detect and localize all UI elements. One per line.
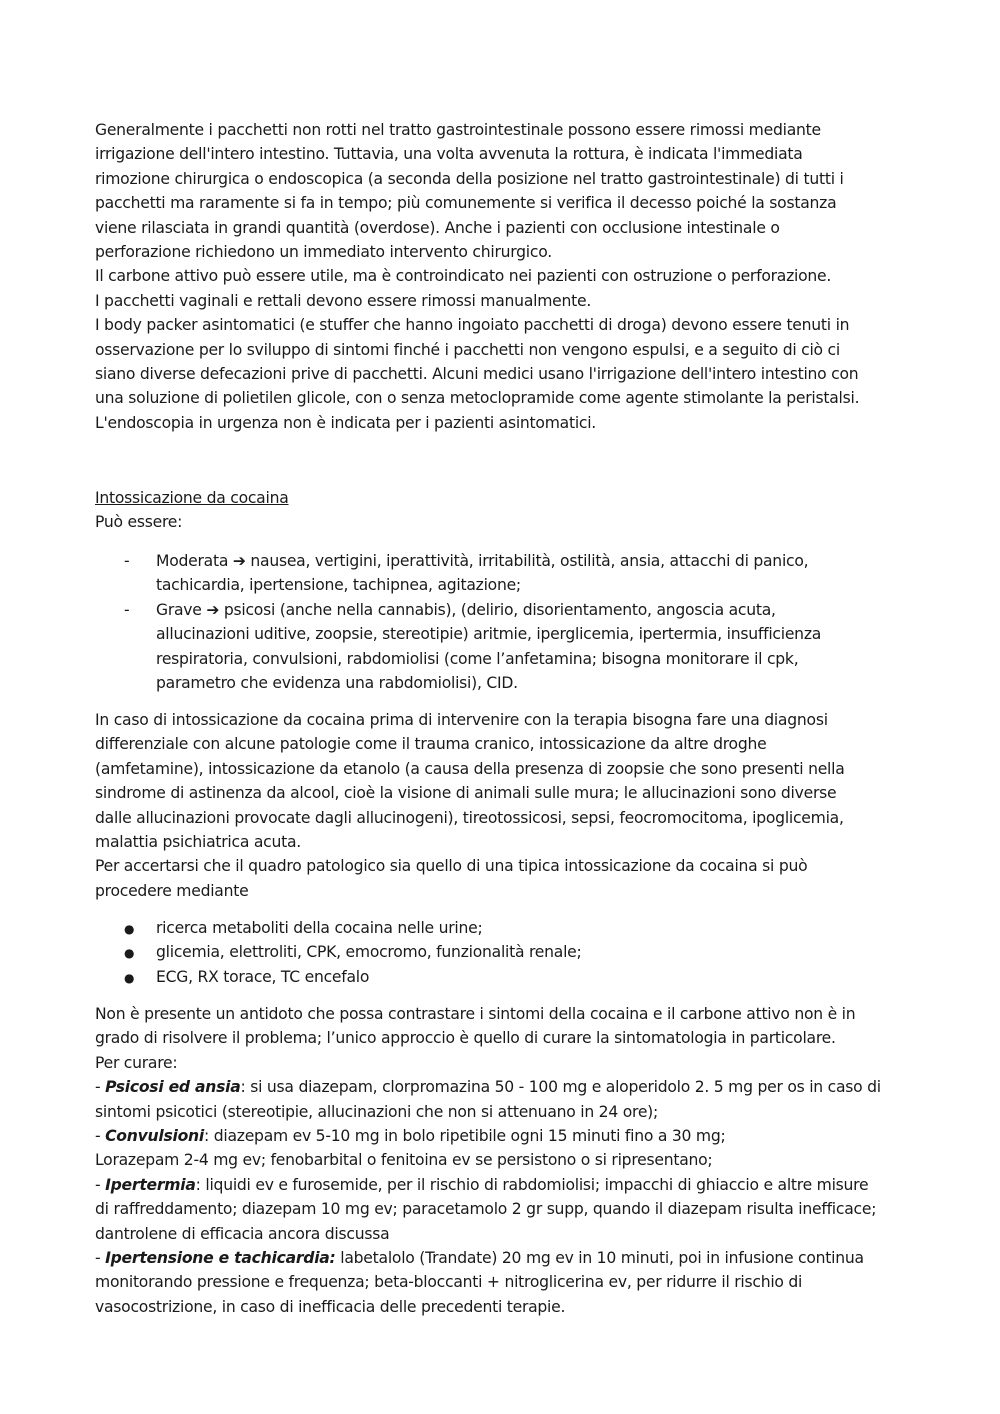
severity-label: Moderata xyxy=(156,552,229,570)
list-item xyxy=(95,965,915,989)
text-line: irrigazione dell'intero intestino. Tuttavia, una volta avvenuta la rottura, è indicata l'immediata xyxy=(95,145,803,164)
text-line: Per accertarsi che il quadro patologico sia quello di una tipica intossicazione da cocaina si può xyxy=(95,857,808,876)
text-line: I pacchetti vaginali e rettali devono essere rimossi manualmente. xyxy=(95,291,592,310)
text-line: malattia psichiatrica acuta. xyxy=(95,832,301,851)
treatment-ipertermia xyxy=(95,1173,915,1197)
text-line: Il carbone attivo può essere utile, ma è controindicato nei pazienti con ostruzione o perforazione. xyxy=(95,267,832,286)
text-line: I body packer asintomatici (e stuffer che hanno ingoiato pacchetti di droga) devono essere tenuti in xyxy=(95,316,850,335)
text-line: osservazione per lo sviluppo di sintomi finché i pacchetti non vengono espulsi, e a seguito di ciò ci xyxy=(95,340,840,359)
text-line: grado di risolvere il problema; l’unico approccio è quello di curare la sintomatologia in particolare. xyxy=(95,1029,836,1048)
treatment-dash: - xyxy=(95,1175,106,1194)
severity-list xyxy=(95,549,915,695)
list-item-text: glicemia, elettroliti, CPK, emocromo, funzionalità renale; xyxy=(156,943,582,962)
text-line: In caso di intossicazione da cocaina prima di intervenire con la terapia bisogna fare una diagnosi xyxy=(95,711,828,729)
text-line: sintomi psicotici (stereotipie, allucinazioni che non si attenuano in 24 ore); xyxy=(95,1102,659,1121)
text-line: Per curare: xyxy=(95,1053,178,1072)
severity-text: parametro che evidenza una rabdomiolisi), CID. xyxy=(156,673,518,692)
text-line: perforazione richiedono un immediato intervento chirurgico. xyxy=(95,242,552,261)
text-line: di raffreddamento; diazepam 10 mg ev; paracetamolo 2 gr supp, quando il diazepam risulta inefficace; xyxy=(95,1200,877,1219)
treatment-term: Psicosi ed ansia xyxy=(105,1078,241,1097)
dash-marker: - xyxy=(124,552,130,570)
dash-marker: - xyxy=(124,600,130,619)
treatment-text: : diazepam ev 5-10 mg in bolo ripetibile ogni 15 minuti fino a 30 mg; xyxy=(204,1126,726,1145)
text-line: differenziale con alcune patologie come il trauma cranico, intossicazione da altre droghe xyxy=(95,735,767,754)
severity-text: psicosi (anche nella cannabis), (delirio, disorientamento, angoscia acuta, xyxy=(219,600,776,619)
severity-text: respiratoria, convulsioni, rabdomiolisi (come l’anfetamina; bisogna monitorare il cpk, xyxy=(156,649,799,668)
body-paragraph-body-packers xyxy=(95,118,915,435)
severity-item-moderata xyxy=(95,549,915,598)
text-line: dantrolene di efficacia ancora discussa xyxy=(95,1224,390,1243)
text-line: una soluzione di polietilen glicole, con o senza metoclopramide come agente stimolante la peristalsi. xyxy=(95,389,860,408)
severity-text: allucinazioni uditive, zoopsie, stereotipie) aritmie, iperglicemia, ipertermia, insufficienza xyxy=(156,625,822,644)
text-line: L'endoscopia in urgenza non è indicata per i pazienti asintomatici. xyxy=(95,413,597,432)
severity-text: nausea, vertigini, iperattività, irritabilità, ostilità, ansia, attacchi di panico, xyxy=(245,552,809,570)
bullet-icon: ● xyxy=(124,946,135,961)
list-item-text: ricerca metaboliti della cocaina nelle urine; xyxy=(156,919,483,937)
exam-list xyxy=(95,916,915,989)
severity-item-grave xyxy=(95,598,915,696)
treatment-dash: - xyxy=(95,1126,106,1145)
section-heading-block xyxy=(95,486,915,535)
treatment-ipertensione xyxy=(95,1246,915,1270)
treatment-term: Ipertermia xyxy=(105,1175,196,1194)
text-line: dalle allucinazioni provocate dagli allucinogeni), tireotossicosi, sepsi, feocromocitoma, ipoglicemia, xyxy=(95,808,844,827)
treatment-term: Convulsioni xyxy=(105,1126,205,1145)
bullet-icon: ● xyxy=(124,970,135,985)
bullet-icon: ● xyxy=(124,922,135,936)
text-line: monitorando pressione e frequenza; beta-bloccanti + nitroglicerina ev, per ridurre il rischio di xyxy=(95,1273,803,1292)
text-line: pacchetti ma raramente si fa in tempo; più comunemente si verifica il decesso poiché la sostanza xyxy=(95,194,837,213)
intro-text: Può essere: xyxy=(95,513,183,532)
text-line: Non è presente un antidoto che possa contrastare i sintomi della cocaina e il carbone attivo non è in xyxy=(95,1005,856,1023)
list-item xyxy=(95,940,915,964)
text-line: procedere mediante xyxy=(95,881,249,900)
section-heading: Intossicazione da cocaina xyxy=(95,489,289,507)
treatment-term: Ipertensione e tachicardia: xyxy=(105,1248,336,1267)
text-line: Generalmente i pacchetti non rotti nel tratto gastrointestinale possono essere rimossi mediante xyxy=(95,121,821,139)
text-line: sindrome di astinenza da alcool, cioè la visione di animali sulle mura; le allucinazioni sono diverse xyxy=(95,784,837,803)
text-line: (amfetamine), intossicazione da etanolo (a causa della presenza di zoopsie che sono presenti nella xyxy=(95,759,845,778)
text-line: viene rilasciata in grandi quantità (overdose). Anche i pazienti con occlusione intestinale o xyxy=(95,218,780,237)
list-item xyxy=(95,916,915,940)
treatment-dash: - xyxy=(95,1078,106,1097)
list-item-text: ECG, RX torace, TC encefalo xyxy=(156,967,370,986)
body-paragraph-treatment xyxy=(95,1002,915,1319)
text-line: rimozione chirurgica o endoscopica (a seconda della posizione nel tratto gastrointestinale) di tutti i xyxy=(95,169,844,188)
treatment-text: : si usa diazepam, clorpromazina 50 - 100 mg e aloperidolo 2. 5 mg per os in caso di xyxy=(240,1078,881,1097)
treatment-text: labetalolo (Trandate) 20 mg ev in 10 minuti, poi in infusione continua xyxy=(335,1248,864,1267)
severity-text: tachicardia, ipertensione, tachipnea, agitazione; xyxy=(156,576,521,595)
arrow-icon: ➔ xyxy=(206,600,220,619)
text-line: siano diverse defecazioni prive di pacchetti. Alcuni medici usano l'irrigazione dell'intero intestino con xyxy=(95,364,859,383)
text-line: Lorazepam 2-4 mg ev; fenobarbital o fenitoina ev se persistono o si ripresentano; xyxy=(95,1151,713,1170)
body-paragraph-diagnosis xyxy=(95,708,915,903)
treatment-psicosi xyxy=(95,1075,915,1099)
severity-label: Grave xyxy=(156,600,202,619)
treatment-text: : liquidi ev e furosemide, per il rischio di rabdomiolisi; impacchi di ghiaccio e altre misure xyxy=(195,1175,869,1194)
arrow-icon: ➔ xyxy=(232,552,246,570)
treatment-dash: - xyxy=(95,1248,106,1267)
text-line: vasocostrizione, in caso di inefficacia delle precedenti terapie. xyxy=(95,1297,566,1316)
treatment-convulsioni xyxy=(95,1124,915,1148)
